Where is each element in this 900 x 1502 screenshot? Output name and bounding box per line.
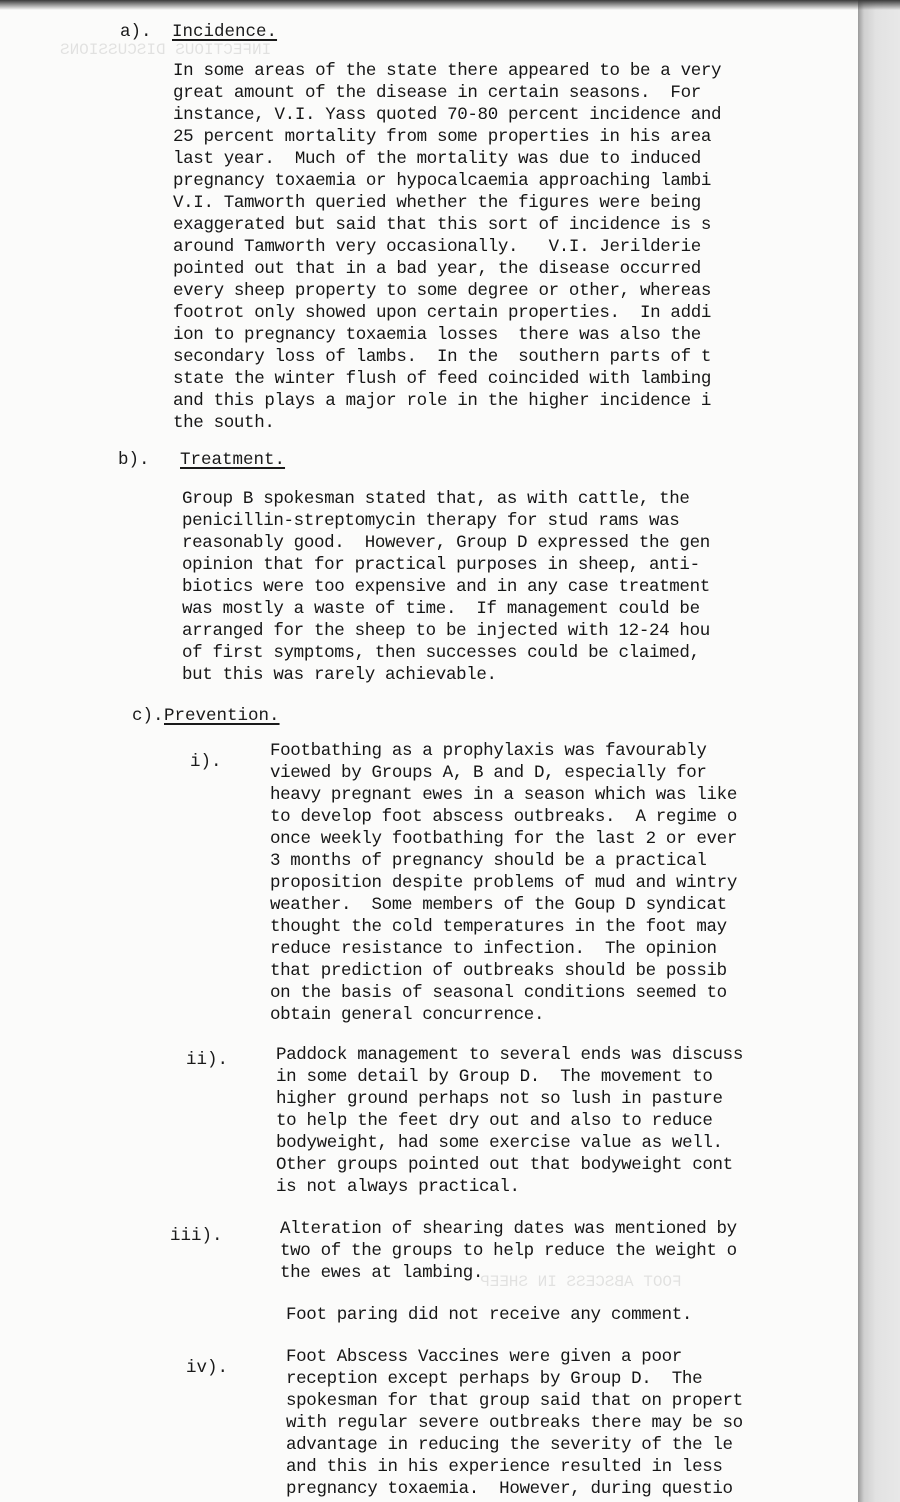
text-line: last year. Much of the mortality was due to induced — [173, 149, 701, 169]
item-label: iv). — [186, 1358, 229, 1378]
text-line: secondary loss of lambs. In the southern parts of t — [173, 347, 712, 367]
foot-paring-note: Foot paring did not receive any comment. — [286, 1305, 693, 1325]
text-line: pregnancy toxaemia or hypocalcaemia approaching lambi — [173, 171, 712, 191]
text-line: thought the cold temperatures in the foot may — [270, 917, 727, 937]
text-line: on the basis of seasonal conditions seemed to — [270, 983, 727, 1003]
section-label: a). — [120, 22, 152, 42]
text-line: and this in his experience resulted in less — [286, 1457, 723, 1477]
adjacent-page-edge — [858, 0, 900, 1502]
text-line: ion to pregnancy toxaemia losses there was also the — [173, 325, 701, 345]
text-line: Paddock management to several ends was discuss — [276, 1045, 743, 1065]
text-line: the ewes at lambing. — [280, 1263, 484, 1283]
text-line: of first symptoms, then successes could be claimed, — [182, 643, 700, 663]
text-line: arranged for the sheep to be injected with 12-24 hou — [182, 621, 710, 641]
bleedthrough-text: FOOT ABSCESS IN SHEEP — [480, 1273, 682, 1291]
text-line: but this was rarely achievable. — [182, 665, 497, 685]
text-line: viewed by Groups A, B and D, especially for — [270, 763, 707, 783]
text-line: the south. — [173, 413, 275, 433]
item-label: iii). — [170, 1226, 223, 1246]
text-line: with regular severe outbreaks there may be so — [286, 1413, 743, 1433]
text-line: proposition despite problems of mud and wintry — [270, 873, 737, 893]
text-line: Alteration of shearing dates was mentioned by — [280, 1219, 737, 1239]
text-line: In some areas of the state there appeared to be a very — [173, 61, 722, 81]
item-label: ii). — [186, 1050, 229, 1070]
text-line: that prediction of outbreaks should be possib — [270, 961, 727, 981]
text-line: bodyweight, had some exercise value as well. — [276, 1133, 723, 1153]
section-label: c). — [132, 706, 164, 726]
text-line: Footbathing as a prophylaxis was favourably — [270, 741, 707, 761]
text-line: in some detail by Group D. The movement to — [276, 1067, 713, 1087]
text-line: V.I. Tamworth queried whether the figures were being — [173, 193, 701, 213]
text-line: higher ground perhaps not so lush in pasture — [276, 1089, 723, 1109]
text-line: around Tamworth very occasionally. V.I. Jerilderie — [173, 237, 701, 257]
text-line: instance, V.I. Yass quoted 70-80 percent incidence and — [173, 105, 722, 125]
text-line: spokesman for that group said that on propert — [286, 1391, 743, 1411]
text-line: biotics were too expensive and in any case treatment — [182, 577, 710, 597]
item-label: i). — [190, 752, 222, 772]
text-line: advantage in reducing the severity of the le — [286, 1435, 733, 1455]
text-line: reception except perhaps by Group D. The — [286, 1369, 703, 1389]
text-line: exaggerated but said that this sort of incidence is s — [173, 215, 712, 235]
text-line: once weekly footbathing for the last 2 or ever — [270, 829, 737, 849]
text-line: penicillin-streptomycin therapy for stud rams was — [182, 511, 680, 531]
section-title: Incidence. — [172, 22, 278, 42]
text-line: Group B spokesman stated that, as with cattle, the — [182, 489, 690, 509]
text-line: great amount of the disease in certain seasons. For — [173, 83, 701, 103]
text-line: was mostly a waste of time. If management could be — [182, 599, 700, 619]
text-line: weather. Some members of the Goup D syndicat — [270, 895, 727, 915]
text-line: reasonably good. However, Group D expressed the gen — [182, 533, 710, 553]
text-line: is not always practical. — [276, 1177, 520, 1197]
section-label: b). — [118, 450, 150, 470]
text-line: reduce resistance to infection. The opinion — [270, 939, 717, 959]
text-line: Other groups pointed out that bodyweight cont — [276, 1155, 733, 1175]
bleedthrough-text: INFECTIOUS DISCUSSIONS — [60, 41, 272, 59]
text-line: 25 percent mortality from some properties in his area — [173, 127, 712, 147]
text-line: to develop foot abscess outbreaks. A regime o — [270, 807, 737, 827]
text-line: Foot Abscess Vaccines were given a poor — [286, 1347, 682, 1367]
text-line: every sheep property to some degree or other, whereas — [173, 281, 712, 301]
text-line: state the winter flush of feed coincided with lambing — [173, 369, 712, 389]
text-line: and this plays a major role in the higher incidence i — [173, 391, 712, 411]
section-title: Treatment. — [180, 450, 286, 470]
text-line: to help the feet dry out and also to reduce — [276, 1111, 713, 1131]
text-line: heavy pregnant ewes in a season which was like — [270, 785, 737, 805]
scan-top-shadow — [0, 0, 900, 10]
text-line: pregnancy toxaemia. However, during questio — [286, 1479, 733, 1499]
section-title: Prevention. — [164, 706, 280, 726]
text-line: opinion that for practical purposes in sheep, anti- — [182, 555, 700, 575]
text-line: two of the groups to help reduce the weight o — [280, 1241, 737, 1261]
text-line: pointed out that in a bad year, the disease occurred — [173, 259, 701, 279]
text-line: obtain general concurrence. — [270, 1005, 545, 1025]
text-line: footrot only showed upon certain properties. In addi — [173, 303, 712, 323]
text-line: 3 months of pregnancy should be a practical — [270, 851, 707, 871]
